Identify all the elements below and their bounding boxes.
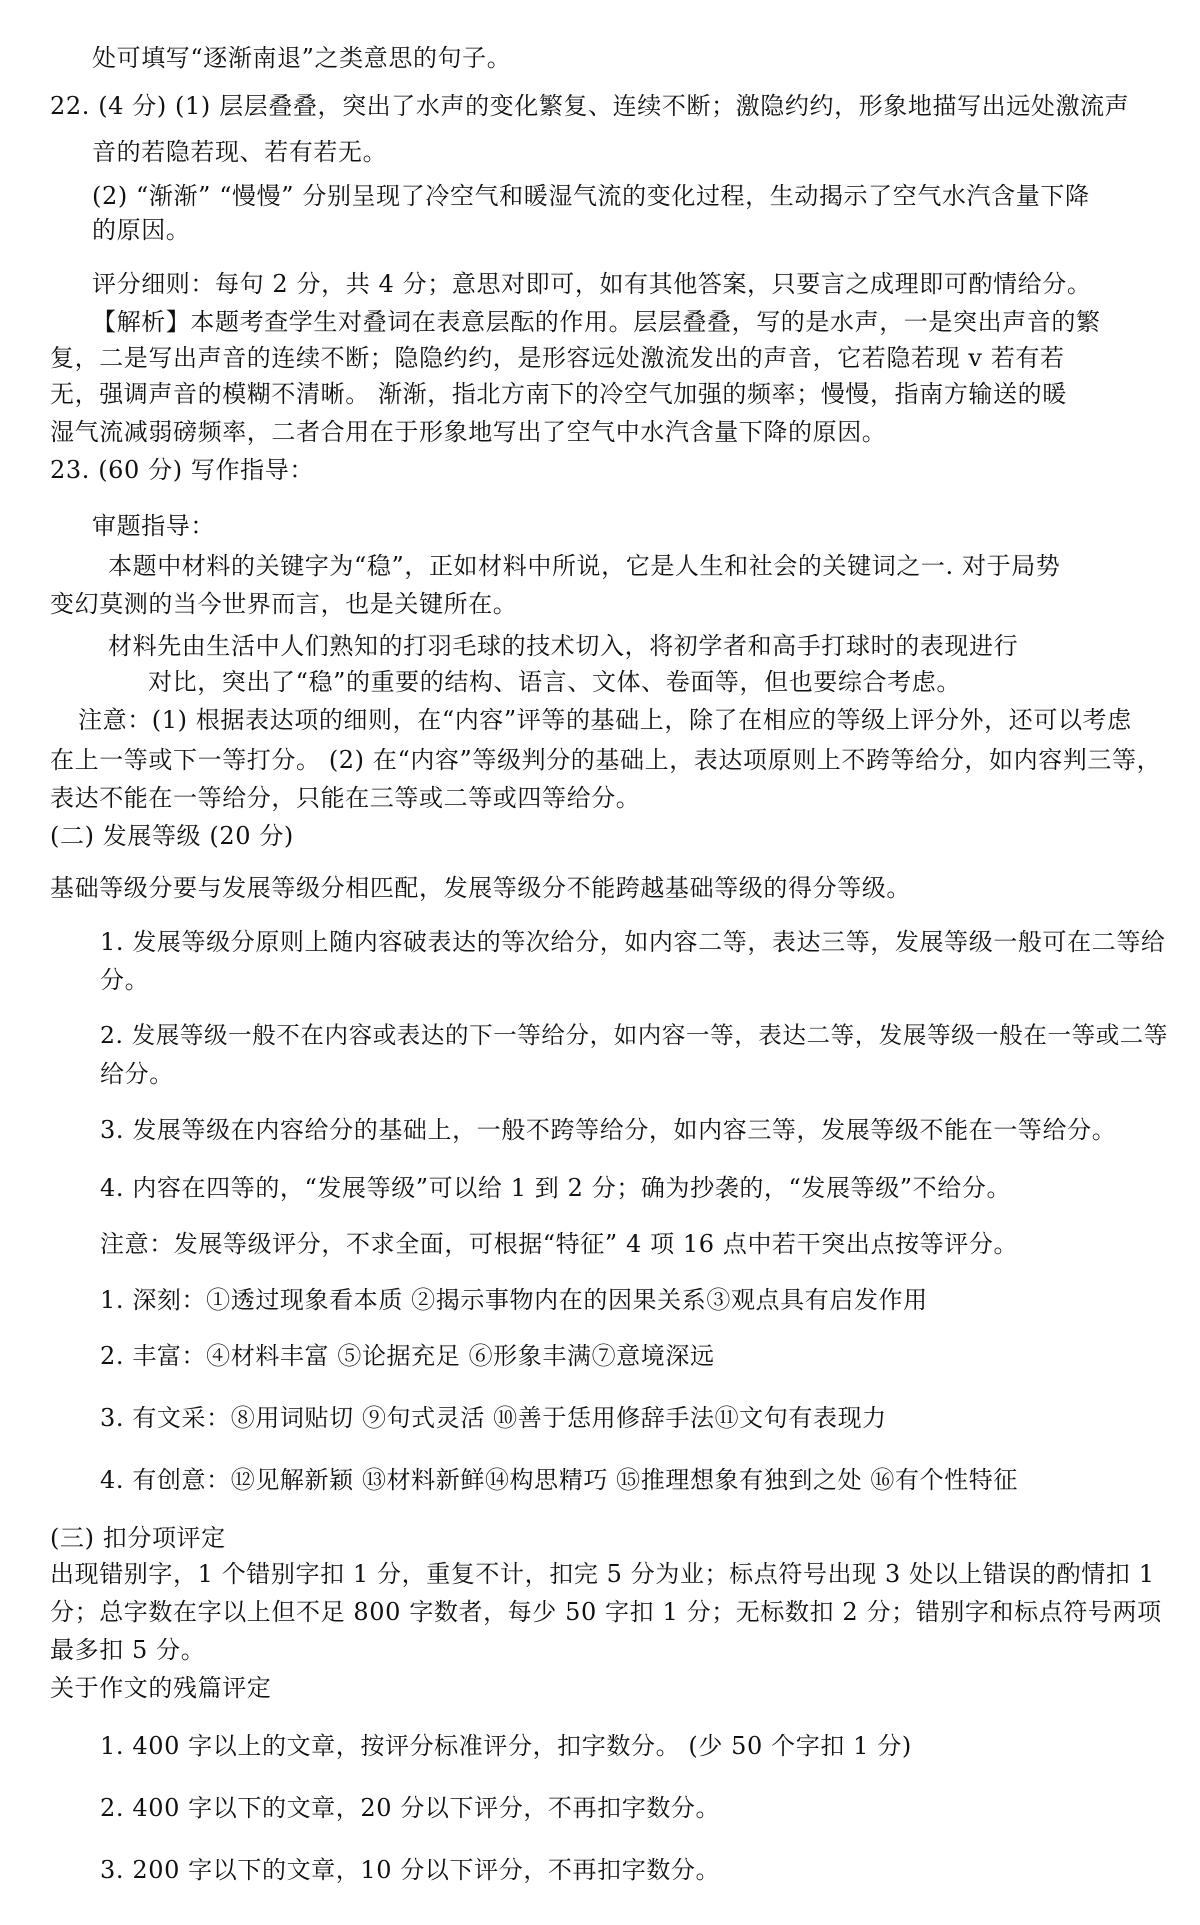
- text-line: 材料先由生活中人们熟知的打羽毛球的技术切入，将初学者和高手打球时的表现进行: [108, 632, 1019, 660]
- list-item: 3. 有文采：⑧用词贴切 ⑨句式灵活 ⑩善于恁用修辞手法⑪文句有表现力: [100, 1404, 887, 1432]
- text-line: 22. (4 分) (1) 层层叠叠，突出了水声的变化繁复、连续不断；激隐约约，形象地描写出远处激流声: [50, 92, 1130, 120]
- list-item: 分。: [100, 966, 150, 994]
- text-line: 在上一等或下一等打分。 (2) 在“内容”等级判分的基础上，表达项原则上不跨等给分，如内容判三等，: [50, 746, 1162, 774]
- list-item: 3. 200 字以下的文章，10 分以下评分，不再扣字数分。: [100, 1856, 721, 1884]
- text-line: 无，强调声音的模糊不清晰。 渐渐，指北方南下的冷空气加强的频率；慢慢，指南方输送的暖: [50, 380, 1067, 408]
- text-line: 注意：发展等级评分，不求全面，可根据“特征” 4 项 16 点中若干突出点按等评分。: [100, 1230, 1019, 1258]
- text-line: 本题中材料的关键字为“稳”，正如材料中所说，它是人生和社会的关键词之一. 对于局势: [108, 552, 1061, 580]
- text-line: 对比，突出了“稳”的重要的结构、语言、文体、卷面等，但也要综合考虑。: [148, 668, 961, 696]
- text-line: 音的若隐若现、若有若无。: [92, 138, 388, 166]
- section-heading: (三) 扣分项评定: [50, 1524, 226, 1552]
- text-line: 【解析】本题考查学生对叠词在表意层酝的作用。层层叠叠，写的是水声，一是突出声音的繁: [92, 308, 1101, 336]
- list-item: 给分。: [100, 1060, 174, 1088]
- text-line: 的原因。: [92, 216, 191, 244]
- section-heading: (二) 发展等级 (20 分): [50, 822, 294, 850]
- text-line: 湿气流减弱磅频率，二者合用在于形象地写出了空气中水汽含量下降的原因。: [50, 418, 887, 446]
- text-line: 变幻莫测的当今世界而言，也是关键所在。: [50, 590, 518, 618]
- list-item: 3. 发展等级在内容给分的基础上，一般不跨等给分，如内容三等，发展等级不能在一等给分。: [100, 1116, 1117, 1144]
- text-line: 评分细则：每句 2 分，共 4 分；意思对即可，如有其他答案，只要言之成理即可酌情给分。: [92, 270, 1092, 298]
- list-item: 2. 发展等级一般不在内容或表达的下一等给分，如内容一等，表达二等，发展等级一般在一等或二等: [100, 1021, 1168, 1049]
- text-line: (2) “渐渐” “慢慢” 分别呈现了冷空气和暖湿气流的变化过程，生动揭示了空气水汽含量下降: [92, 182, 1090, 210]
- text-line: 出现错别字，1 个错别字扣 1 分，重复不计，扣完 5 分为业；标点符号出现 3 处以上错误的酌情扣 1: [50, 1560, 1155, 1588]
- text-line: 审题指导：: [92, 512, 215, 540]
- section-heading: 关于作文的残篇评定: [50, 1674, 272, 1702]
- text-line: 处可填写“逐渐南退”之类意思的句子。: [92, 44, 512, 72]
- text-line: 表达不能在一等给分，只能在三等或二等或四等给分。: [50, 784, 641, 812]
- list-item: 1. 400 字以上的文章，按评分标准评分，扣字数分。 (少 50 个字扣 1 分): [100, 1732, 912, 1760]
- text-line: 注意：(1) 根据表达项的细则，在“内容”评等的基础上，除了在相应的等级上评分外，还可以考虑: [78, 706, 1132, 734]
- text-line: 基础等级分要与发展等级分相匹配，发展等级分不能跨越基础等级的得分等级。: [50, 874, 911, 902]
- list-item: 1. 发展等级分原则上随内容破表达的等次给分，如内容二等，表达三等，发展等级一般可在二等给: [100, 928, 1166, 956]
- text-line: 最多扣 5 分。: [50, 1636, 206, 1664]
- text-line: 复，二是写出声音的连续不断；隐隐约约，是形容远处激流发出的声音，它若隐若现 v 若有若: [50, 344, 1065, 372]
- text-line: 23. (60 分) 写作指导：: [50, 456, 314, 484]
- list-item: 2. 丰富：④材料丰富 ⑤论据充足 ⑥形象丰满⑦意境深远: [100, 1342, 715, 1370]
- list-item: 2. 400 字以下的文章，20 分以下评分，不再扣字数分。: [100, 1794, 721, 1822]
- list-item: 4. 有创意：⑫见解新颖 ⑬材料新鲜⑭构思精巧 ⑮推理想象有独到之处 ⑯有个性特征: [100, 1466, 1019, 1494]
- list-item: 1. 深刻：①透过现象看本质 ②揭示事物内在的因果关系③观点具有启发作用: [100, 1286, 928, 1314]
- text-line: 分；总字数在字以上但不足 800 字数者，每少 50 字扣 1 分；无标数扣 2 分；错别字和标点符号两项: [50, 1598, 1162, 1626]
- list-item: 4. 内容在四等的，“发展等级”可以给 1 到 2 分；确为抄袭的，“发展等级”不给分。: [100, 1174, 1012, 1202]
